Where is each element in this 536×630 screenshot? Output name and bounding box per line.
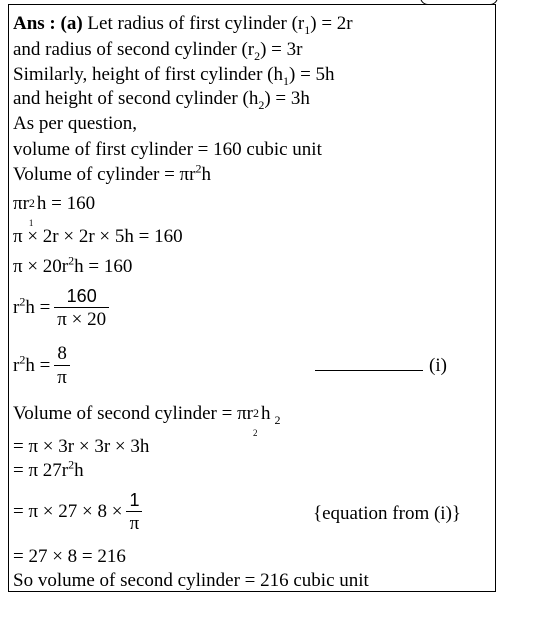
answer-line-4: and height of second cylinder $(h_2) = 3h$: [13, 88, 310, 112]
equation-4: $r^2h$ = $\frac{160}{\pi \times 20}$: [13, 285, 109, 332]
answer-label: Ans : (a): [13, 13, 83, 34]
fraction: $\frac{1}{\pi}$: [126, 489, 142, 536]
answer-line-9: = π × 3r × 3r × 3h: [13, 436, 150, 457]
equation-5-tag: (i): [429, 355, 447, 376]
equation-1: πr 2 1 h = 160: [13, 193, 96, 228]
answer-line-7: Volume of cylinder = $\pi r^2h$: [13, 161, 211, 185]
answer-line-6: volume of first cylinder = 160 cubic unit: [13, 139, 322, 160]
answer-line-10: = π $27r^2h$: [13, 457, 84, 481]
answer-line-12: So volume of second cylinder = 216 cubic unit: [13, 570, 369, 591]
equation-5-blank: [315, 355, 423, 377]
equation-5: $r^2h$ = $\frac{8}{\pi}$: [13, 343, 70, 390]
answer-box: [8, 4, 496, 592]
answer-line-1: Ans : (a) Let radius of first cylinder $(r_1) = 2r$: [13, 13, 353, 37]
answer-line-8: Volume of second cylinder = πr 2 2 h $_2$: [13, 403, 281, 438]
equation-6: = π × 27 × 8 × $\frac{1}{\pi}$: [13, 489, 142, 536]
answer-line-3: Similarly, height of first cylinder $(h_1) = 5h$: [13, 64, 335, 88]
equation-6-note: {equation from (i)}: [313, 503, 462, 524]
fraction: $\frac{8}{\pi}$: [54, 343, 70, 390]
blank-line: [315, 356, 423, 371]
fraction: $\frac{160}{\pi \times 20}$: [54, 285, 109, 332]
equation-2: π × 2r × 2r × 5h = 160: [13, 226, 183, 247]
answer-line-2: and radius of second cylinder $(r_2) = 3r$: [13, 39, 303, 63]
equation-3: $\pi \times 20r^2h = 160$: [13, 253, 133, 277]
answer-line-5: As per question,: [13, 113, 138, 134]
answer-line-11: = 27 × 8 = 216: [13, 546, 126, 567]
